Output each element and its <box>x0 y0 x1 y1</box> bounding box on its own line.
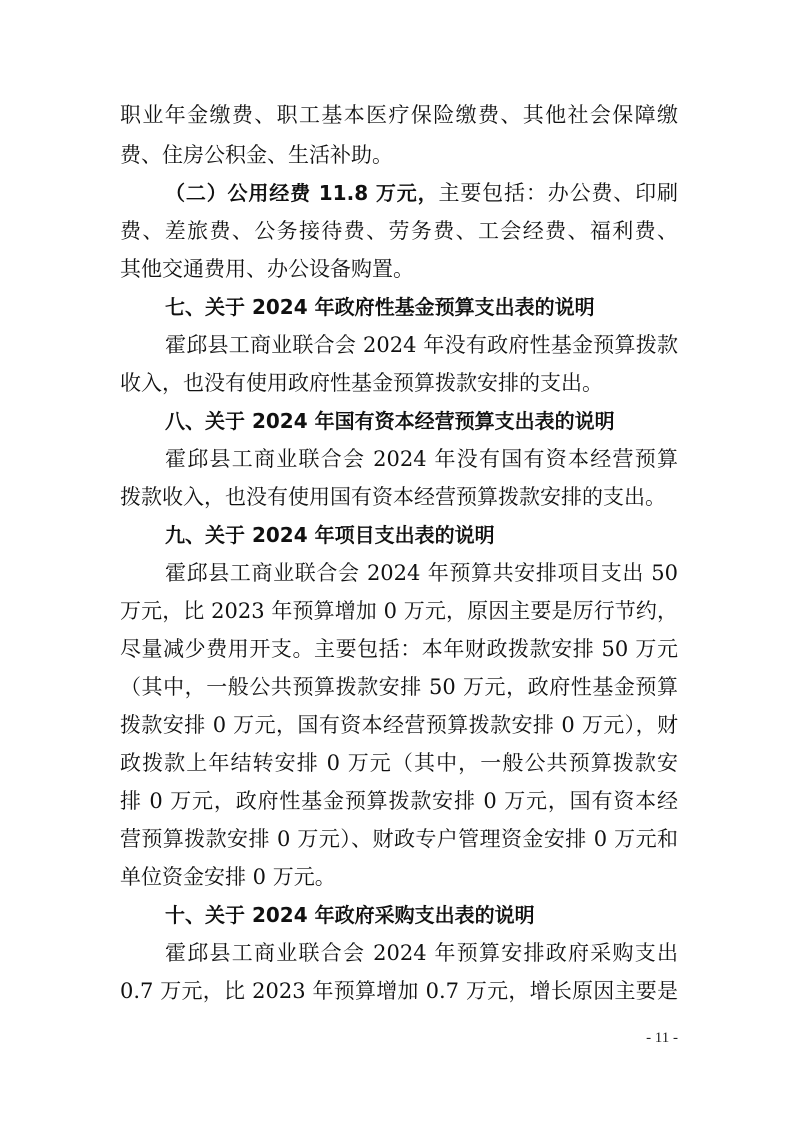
body-text-line: （其中，一般公共预算拨款安排 50 万元，政府性基金预算 <box>120 675 678 699</box>
body-text-line: 霍邱县工商业联合会 2024 年没有国有资本经营预算 <box>165 447 678 471</box>
body-text-line <box>120 216 678 246</box>
section-heading-7: 七、关于 2024 年政府性基金预算支出表的说明 <box>165 295 595 319</box>
body-text-line: 排 0 万元，政府性基金预算拨款安排 0 万元，国有资本经 <box>120 789 678 813</box>
body-text-line: 收入，也没有使用政府性基金预算拨款安排的支出。 <box>120 371 603 395</box>
public-funds-text: 主要包括：办公费、印刷 <box>438 181 678 205</box>
body-text-line: 其他交通费用、办公设备购置。 <box>120 257 414 281</box>
page-number: - 11 - <box>646 1030 678 1046</box>
body-text-line: 职业年金缴费、职工基本医疗保险缴费、其他社会保障缴 <box>120 103 678 127</box>
body-text-line: 拨款收入，也没有使用国有资本经营预算拨款安排的支出。 <box>120 485 666 509</box>
body-text-line: 营预算拨款安排 0 万元）、财政专户管理资金安排 0 万元和 <box>120 827 678 851</box>
body-text-fragment: 差旅费、公务接待费、劳务费、工会经费、福利费、 <box>164 219 678 243</box>
section-heading-9: 九、关于 2024 年项目支出表的说明 <box>165 523 495 547</box>
body-text-line: 拨款安排 0 万元，国有资本经营预算拨款安排 0 万元），财 <box>120 713 678 737</box>
section-heading-10: 十、关于 2024 年政府采购支出表的说明 <box>165 903 535 927</box>
body-text-line: 费、住房公积金、生活补助。 <box>120 143 393 167</box>
section-heading-8: 八、关于 2024 年国有资本经营预算支出表的说明 <box>165 409 615 433</box>
public-funds-paragraph <box>165 178 678 208</box>
body-text-line: 霍邱县工商业联合会 2024 年没有政府性基金预算拨款 <box>165 333 678 357</box>
body-text-fragment: 费、 <box>120 219 165 243</box>
body-text-line: 万元，比 2023 年预算增加 0 万元，原因主要是厉行节约， <box>120 599 678 623</box>
body-text-line: 单位资金安排 0 万元。 <box>120 865 336 889</box>
public-funds-heading: （二）公用经费 11.8 万元， <box>165 181 439 205</box>
body-text-line: 政拨款上年结转安排 0 万元（其中，一般公共预算拨款安 <box>120 751 678 775</box>
body-text-line: 0.7 万元，比 2023 年预算增加 0.7 万元，增长原因主要是 <box>120 979 678 1003</box>
body-text-line: 霍邱县工商业联合会 2024 年预算安排政府采购支出 <box>165 941 678 965</box>
body-text-line: 霍邱县工商业联合会 2024 年预算共安排项目支出 50 <box>165 561 678 585</box>
body-text-line: 尽量减少费用开支。主要包括：本年财政拨款安排 50 万元 <box>120 637 678 661</box>
